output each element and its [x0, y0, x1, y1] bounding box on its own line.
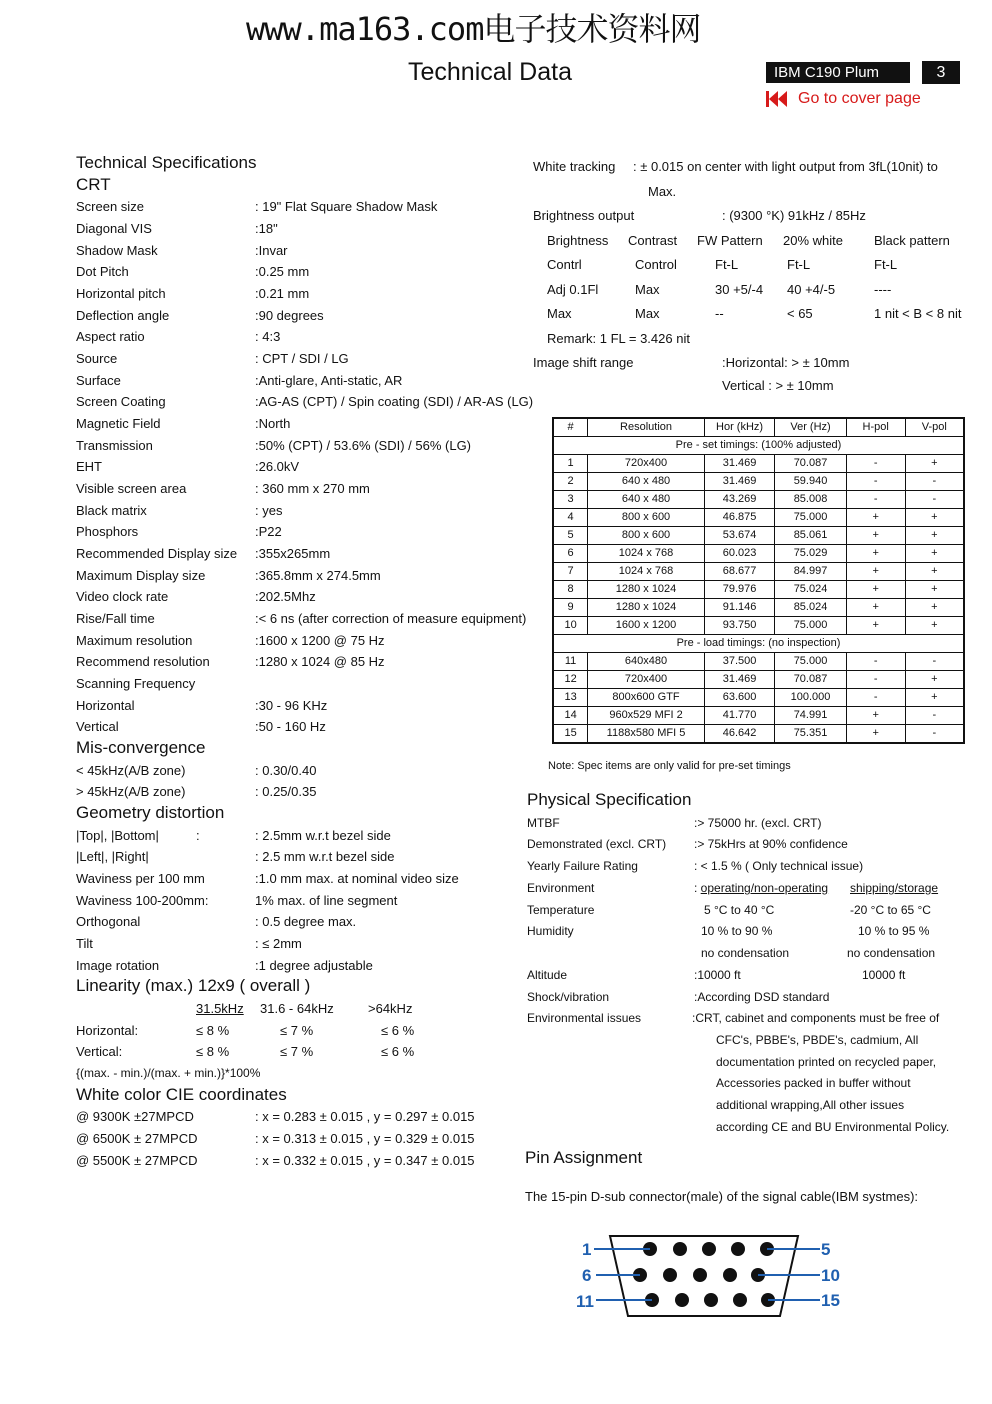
timing-cell: 720x400	[588, 455, 705, 473]
timing-cell: +	[846, 581, 905, 599]
rewind-icon	[766, 91, 790, 107]
white-tracking-value: : ± 0.015 on center with light output from 3fL(10nit) to	[633, 159, 938, 174]
shock-label: Shock/vibration	[527, 990, 610, 1004]
brightness-table-cell: 1 nit < B < 8 nit	[874, 306, 962, 321]
brightness-table-cell: Max	[547, 306, 572, 321]
timing-cell: +	[905, 689, 964, 707]
timing-cell: 100.000	[775, 689, 846, 707]
crt-spec-label: Rise/Fall time	[76, 611, 155, 626]
timing-cell: 31.469	[704, 671, 774, 689]
cover-page-link[interactable]	[766, 90, 921, 108]
timing-cell: 4	[553, 509, 588, 527]
altitude-label: Altitude	[527, 968, 568, 982]
brightness-table-cell: Control	[635, 257, 677, 272]
geometry-value: : 2.5 mm w.r.t bezel side	[255, 849, 395, 864]
pin-label-1: 1	[582, 1240, 592, 1259]
linearity-value: ≤ 6 %	[381, 1044, 415, 1059]
crt-spec-value: : yes	[255, 503, 283, 518]
crt-spec-value: :365.8mm x 274.5mm	[255, 568, 381, 583]
pin-assignment-heading: Pin Assignment	[525, 1148, 643, 1167]
crt-spec-value: :26.0kV	[255, 459, 300, 474]
crt-spec-label: Magnetic Field	[76, 416, 161, 431]
timing-cell: 85.024	[775, 599, 846, 617]
timing-cell: 6	[553, 545, 588, 563]
geometry-value: 1% max. of line segment	[255, 893, 398, 908]
crt-spec-value: :90 degrees	[255, 308, 324, 323]
brightness-table-cell: Adj 0.1Fl	[547, 282, 599, 297]
linearity-col-1: 31.5kHz	[196, 1001, 244, 1016]
linearity-row-label: Horizontal:	[76, 1023, 139, 1038]
temperature-operating: 5 °C to 40 °C	[704, 903, 775, 917]
timing-cell: +	[905, 527, 964, 545]
env-issues-line: documentation printed on recycled paper,	[716, 1054, 937, 1069]
brightness-table-cell: ----	[874, 282, 892, 297]
timing-cell: H-pol	[846, 418, 905, 437]
timing-cell: 640x480	[588, 653, 705, 671]
preset-section-row-label: Pre - set timings: (100% adjusted)	[553, 437, 964, 455]
crt-spec-label: Maximum resolution	[76, 633, 193, 648]
timing-cell: 1024 x 768	[588, 545, 705, 563]
timing-row	[553, 671, 964, 689]
humidity-label: Humidity	[527, 924, 574, 938]
brightness-table-cell: Max	[635, 306, 660, 321]
timing-row	[553, 563, 964, 581]
brightness-table-cell: Ft-L	[874, 257, 898, 272]
crt-spec-label: Maximum Display size	[76, 568, 206, 583]
timing-cell: 75.351	[775, 725, 846, 744]
crt-spec-label: Horizontal	[76, 698, 135, 713]
geometry-value: : ≤ 2mm	[255, 936, 302, 951]
crt-spec-value: :P22	[255, 524, 282, 539]
env-issues-line: CFC's, PBBE's, PBDE's, cadmium, All	[716, 1032, 919, 1047]
timing-cell: 68.677	[704, 563, 774, 581]
environment-col-operating: operating/non-operating	[700, 881, 829, 895]
white-tracking-label: White tracking	[533, 159, 616, 174]
timing-row	[553, 527, 964, 545]
crt-spec-value: :Anti-glare, Anti-static, AR	[255, 373, 403, 388]
timing-cell: 10	[553, 617, 588, 635]
timing-cell: 31.469	[704, 473, 774, 491]
linearity-value: ≤ 8 %	[196, 1044, 230, 1059]
brightness-table-cell: < 65	[787, 306, 813, 321]
shock-value: :According DSD standard	[694, 990, 830, 1004]
timing-cell: 37.500	[704, 653, 774, 671]
crt-spec-value: :North	[255, 416, 291, 431]
timing-cell: +	[846, 599, 905, 617]
timing-cell: 79.976	[704, 581, 774, 599]
env-issues-line: :CRT, cabinet and components must be free of	[692, 1011, 940, 1025]
linearity-col-2: 31.6 - 64kHz	[260, 1001, 334, 1016]
linearity-formula: {(max. - min.)/(max. + min.)}*100%	[76, 1066, 261, 1080]
timing-cell: 85.008	[775, 491, 846, 509]
timing-cell: 3	[553, 491, 588, 509]
image-shift-horizontal: :Horizontal: > ± 10mm	[722, 355, 850, 370]
geometry-value: :1 degree adjustable	[255, 958, 373, 973]
crt-spec-label: EHT	[76, 459, 102, 474]
humidity-operating-note: no condensation	[701, 946, 790, 960]
image-shift-vertical: Vertical : > ± 10mm	[722, 378, 834, 393]
pin-label-15: 15	[821, 1291, 840, 1310]
geometry-value: : 0.5 degree max.	[255, 914, 357, 929]
crt-spec-value: :202.5Mhz	[255, 589, 316, 604]
geometry-value: :1.0 mm max. at nominal video size	[255, 871, 459, 886]
timing-cell: -	[846, 653, 905, 671]
crt-spec-label: Shadow Mask	[76, 243, 158, 258]
humidity-shipping-note: no condensation	[847, 946, 936, 960]
preload-section-row-label: Pre - load timings: (no inspection)	[553, 635, 964, 653]
geometry-label: |Left|, |Right|	[76, 849, 149, 864]
tech-spec-heading: Technical Specifications	[76, 153, 257, 172]
crt-spec-value: :1600 x 1200 @ 75 Hz	[255, 633, 385, 648]
timing-cell: 75.000	[775, 509, 846, 527]
linearity-row-label: Vertical:	[76, 1044, 123, 1059]
crt-spec-label: Phosphors	[76, 524, 139, 539]
timing-cell: V-pol	[905, 418, 964, 437]
physical-spec-value: : < 1.5 % ( Only technical issue)	[694, 859, 864, 873]
watermark: www.ma163.com电子技术资料网	[246, 10, 701, 48]
brightness-table-cell: Max	[635, 282, 660, 297]
crt-spec-label: Vertical	[76, 719, 119, 734]
timing-cell: +	[905, 617, 964, 635]
timing-cell: +	[846, 617, 905, 635]
timing-cell: +	[905, 455, 964, 473]
brightness-table-cell: Ft-L	[715, 257, 739, 272]
timing-cell: -	[905, 491, 964, 509]
misconvergence-label: < 45kHz(A/B zone)	[76, 763, 186, 778]
crt-spec-value: :50% (CPT) / 53.6% (SDI) / 56% (LG)	[255, 438, 472, 453]
geometry-label: |Top|, |Bottom|	[76, 828, 159, 843]
timing-row	[553, 707, 964, 725]
altitude-operating: :10000 ft	[694, 968, 741, 982]
timing-row	[553, 491, 964, 509]
timing-cell: 1188x580 MFI 5	[588, 725, 705, 744]
preset-section-row	[553, 437, 964, 455]
crt-spec-value: :Invar	[255, 243, 288, 258]
timing-cell: 15	[553, 725, 588, 744]
timing-cell: 59.940	[775, 473, 846, 491]
timing-row	[553, 599, 964, 617]
crt-spec-value: :< 6 ns (after correction of measure equipment)	[255, 611, 527, 626]
env-issues-line: Accessories packed in buffer without	[716, 1076, 911, 1091]
timing-cell: 70.087	[775, 671, 846, 689]
timing-row	[553, 689, 964, 707]
cie-value: : x = 0.283 ± 0.015 , y = 0.297 ± 0.015	[255, 1109, 475, 1124]
timing-row	[553, 581, 964, 599]
cie-value: : x = 0.332 ± 0.015 , y = 0.347 ± 0.015	[255, 1153, 475, 1168]
crt-spec-label: Deflection angle	[76, 308, 170, 323]
crt-spec-label: Dot Pitch	[76, 264, 129, 279]
geometry-label: Waviness per 100 mm	[76, 871, 205, 886]
timing-cell: +	[846, 563, 905, 581]
timing-cell: 1600 x 1200	[588, 617, 705, 635]
misconvergence-value: : 0.25/0.35	[255, 784, 317, 799]
physical-spec-heading: Physical Specification	[527, 790, 692, 809]
timing-cell: 800 x 600	[588, 509, 705, 527]
crt-spec-value: :0.21 mm	[255, 286, 310, 301]
humidity-shipping: 10 % to 95 %	[858, 924, 930, 938]
cover-page-label: Go to cover page	[798, 90, 921, 107]
timing-cell: +	[846, 527, 905, 545]
pin-label-11: 11	[576, 1292, 594, 1311]
timing-cell: 5	[553, 527, 588, 545]
brightness-table-cell: FW Pattern	[697, 233, 763, 248]
timing-header-row	[553, 418, 964, 437]
brightness-table-cell: 30 +5/-4	[715, 282, 764, 297]
timing-cell: 720x400	[588, 671, 705, 689]
timing-cell: Hor (kHz)	[704, 418, 774, 437]
geometry-label: Orthogonal	[76, 914, 141, 929]
timing-cell: 46.875	[704, 509, 774, 527]
linearity-value: ≤ 8 %	[196, 1023, 230, 1038]
linearity-value: ≤ 7 %	[280, 1044, 314, 1059]
connector-pins	[633, 1242, 775, 1307]
crt-spec-label: Horizontal pitch	[76, 286, 166, 301]
crt-spec-label: Source	[76, 351, 118, 366]
crt-spec-value: : 360 mm x 270 mm	[255, 481, 370, 496]
crt-spec-label: Surface	[76, 373, 121, 388]
timing-cell: -	[846, 473, 905, 491]
timing-row	[553, 509, 964, 527]
timing-cell: 2	[553, 473, 588, 491]
timing-cell: 75.024	[775, 581, 846, 599]
timing-cell: 75.029	[775, 545, 846, 563]
crt-spec-value: :18"	[255, 221, 278, 236]
linearity-value: ≤ 6 %	[381, 1023, 415, 1038]
misconvergence-label: > 45kHz(A/B zone)	[76, 784, 186, 799]
dsub-connector-diagram	[570, 1228, 850, 1328]
timing-cell: Ver (Hz)	[775, 418, 846, 437]
geometry-label: Image rotation	[76, 958, 160, 973]
timing-cell: 91.146	[704, 599, 774, 617]
timing-cell: +	[846, 545, 905, 563]
timing-cell: 63.600	[704, 689, 774, 707]
temperature-label: Temperature	[527, 903, 595, 917]
physical-spec-value: :> 75000 hr. (excl. CRT)	[694, 816, 822, 830]
timing-cell: 75.000	[775, 653, 846, 671]
linearity-col-3: >64kHz	[368, 1001, 413, 1016]
brightness-table-cell: Black pattern	[874, 233, 950, 248]
page-number: 3	[936, 64, 946, 81]
crt-spec-label: Screen size	[76, 199, 144, 214]
timing-note: Note: Spec items are only valid for pre-set timings	[548, 760, 791, 772]
crt-spec-value: : 4:3	[255, 329, 281, 344]
humidity-operating: 10 % to 90 %	[701, 924, 773, 938]
timing-cell: +	[905, 545, 964, 563]
timing-cell: 800 x 600	[588, 527, 705, 545]
crt-spec-label: Visible screen area	[76, 481, 187, 496]
timing-cell: +	[905, 563, 964, 581]
timing-cell: +	[905, 599, 964, 617]
cie-label: @ 6500K ± 27MPCD	[76, 1131, 198, 1146]
geometry-heading: Geometry distortion	[76, 803, 225, 822]
timing-cell: 46.642	[704, 725, 774, 744]
misconvergence-heading: Mis-convergence	[76, 738, 206, 757]
timing-cell: +	[905, 509, 964, 527]
brightness-table-cell: Brightness	[547, 233, 609, 248]
timing-cell: 13	[553, 689, 588, 707]
linearity-heading: Linearity (max.) 12x9 ( overall )	[76, 976, 311, 995]
timing-cell: -	[846, 671, 905, 689]
timing-row	[553, 473, 964, 491]
timing-cell: 7	[553, 563, 588, 581]
crt-spec-value: :50 - 160 Hz	[255, 719, 326, 734]
brightness-table-cell: 40 +4/-5	[787, 282, 836, 297]
timing-cell: -	[905, 707, 964, 725]
temperature-shipping: -20 °C to 65 °C	[850, 903, 931, 917]
timing-cell: 1280 x 1024	[588, 581, 705, 599]
cie-heading: White color CIE coordinates	[76, 1085, 287, 1104]
env-issues-line: according CE and BU Environmental Policy.	[716, 1120, 950, 1134]
crt-spec-value: :355x265mm	[255, 546, 331, 561]
timing-cell: +	[905, 581, 964, 599]
geometry-label: Tilt	[76, 936, 93, 951]
model-label: IBM C190 Plum	[774, 64, 880, 81]
geometry-label: Waviness 100-200mm:	[76, 893, 209, 908]
crt-spec-label: Scanning Frequency	[76, 676, 196, 691]
crt-spec-value: : 19" Flat Square Shadow Mask	[255, 199, 438, 214]
crt-spec-value: :AG-AS (CPT) / Spin coating (SDI) / AR-AS (LG)	[255, 394, 534, 409]
timing-cell: 93.750	[704, 617, 774, 635]
timing-row	[553, 545, 964, 563]
timing-cell: 31.469	[704, 455, 774, 473]
brightness-table-cell: Contrast	[628, 233, 678, 248]
timing-cell: 60.023	[704, 545, 774, 563]
timing-table	[552, 417, 965, 744]
physical-spec-label: Yearly Failure Rating	[527, 859, 638, 873]
image-shift-label: Image shift range	[533, 355, 634, 370]
timing-cell: 640 x 480	[588, 473, 705, 491]
timing-cell: 84.997	[775, 563, 846, 581]
pin-label-10: 10	[821, 1266, 840, 1285]
misconvergence-value: : 0.30/0.40	[255, 763, 317, 778]
timing-cell: 11	[553, 653, 588, 671]
brightness-table-cell: 20% white	[783, 233, 843, 248]
white-tracking-cont: Max.	[648, 184, 677, 199]
timing-cell: +	[846, 707, 905, 725]
timing-cell: 43.269	[704, 491, 774, 509]
cie-value: : x = 0.313 ± 0.015 , y = 0.329 ± 0.015	[255, 1131, 475, 1146]
timing-cell: 85.061	[775, 527, 846, 545]
timing-row	[553, 455, 964, 473]
timing-cell: 53.674	[704, 527, 774, 545]
timing-cell: 75.000	[775, 617, 846, 635]
crt-spec-label: Screen Coating	[76, 394, 166, 409]
timing-cell: #	[553, 418, 588, 437]
crt-spec-label: Diagonal VIS	[76, 221, 152, 236]
brightness-table-cell: Contrl	[547, 257, 582, 272]
cie-label: @ 5500K ± 27MPCD	[76, 1153, 198, 1168]
env-issues-label: Environmental issues	[527, 1011, 642, 1025]
timing-cell: 1024 x 768	[588, 563, 705, 581]
timing-row	[553, 617, 964, 635]
crt-spec-value: :0.25 mm	[255, 264, 310, 279]
environment-col-shipping: shipping/storage	[850, 881, 939, 895]
timing-row	[553, 653, 964, 671]
brightness-table-cell: Ft-L	[787, 257, 811, 272]
timing-cell: 14	[553, 707, 588, 725]
env-issues-line: additional wrapping,All other issues	[716, 1098, 905, 1113]
preload-section-row	[553, 635, 964, 653]
crt-spec-label: Recommend resolution	[76, 654, 210, 669]
brightness-remark: Remark: 1 FL = 3.426 nit	[547, 331, 690, 346]
linearity-value: ≤ 7 %	[280, 1023, 314, 1038]
environment-label: Environment	[527, 881, 595, 895]
pin-label-5: 5	[821, 1240, 831, 1259]
timing-cell: Resolution	[588, 418, 705, 437]
pin-assignment-text: The 15-pin D-sub connector(male) of the signal cable(IBM systmes):	[525, 1189, 919, 1204]
crt-spec-value: : CPT / SDI / LG	[255, 351, 349, 366]
timing-row	[553, 725, 964, 744]
timing-cell: +	[846, 509, 905, 527]
timing-cell: +	[846, 725, 905, 744]
timing-cell: 12	[553, 671, 588, 689]
timing-cell: 74.991	[775, 707, 846, 725]
page-title: Technical Data	[408, 58, 572, 86]
timing-cell: -	[905, 653, 964, 671]
timing-cell: 1	[553, 455, 588, 473]
timing-cell: -	[846, 491, 905, 509]
timing-cell: -	[905, 473, 964, 491]
model-badge	[766, 62, 910, 83]
timing-cell: 8	[553, 581, 588, 599]
timing-cell: 9	[553, 599, 588, 617]
crt-spec-label: Transmission	[76, 438, 153, 453]
altitude-shipping: 10000 ft	[862, 968, 906, 982]
cie-label: @ 9300K ±27MPCD	[76, 1109, 194, 1124]
crt-spec-label: Aspect ratio	[76, 329, 145, 344]
page-number-badge	[922, 61, 960, 84]
crt-spec-value: :1280 x 1024 @ 85 Hz	[255, 654, 385, 669]
physical-spec-label: Demonstrated (excl. CRT)	[527, 837, 667, 851]
crt-heading: CRT	[76, 175, 111, 194]
timing-cell: 800x600 GTF	[588, 689, 705, 707]
timing-cell: 640 x 480	[588, 491, 705, 509]
brightness-table-cell: --	[715, 306, 724, 321]
timing-cell: -	[905, 725, 964, 744]
crt-spec-value: :30 - 96 KHz	[255, 698, 328, 713]
timing-cell: 70.087	[775, 455, 846, 473]
geometry-colon: :	[196, 828, 200, 843]
brightness-output-label: Brightness output	[533, 208, 635, 223]
timing-cell: 41.770	[704, 707, 774, 725]
timing-cell: -	[846, 689, 905, 707]
timing-cell: -	[846, 455, 905, 473]
brightness-output-value: : (9300 °K) 91kHz / 85Hz	[722, 208, 866, 223]
crt-spec-label: Video clock rate	[76, 589, 169, 604]
timing-cell: 1280 x 1024	[588, 599, 705, 617]
timing-cell: +	[905, 671, 964, 689]
physical-spec-value: :> 75kHrs at 90% confidence	[694, 837, 848, 851]
timing-cell: 960x529 MFI 2	[588, 707, 705, 725]
crt-spec-label: Black matrix	[76, 503, 147, 518]
pin-label-6: 6	[582, 1266, 592, 1285]
geometry-value: : 2.5mm w.r.t bezel side	[255, 828, 391, 843]
physical-spec-label: MTBF	[527, 816, 560, 830]
crt-spec-label: Recommended Display size	[76, 546, 238, 561]
